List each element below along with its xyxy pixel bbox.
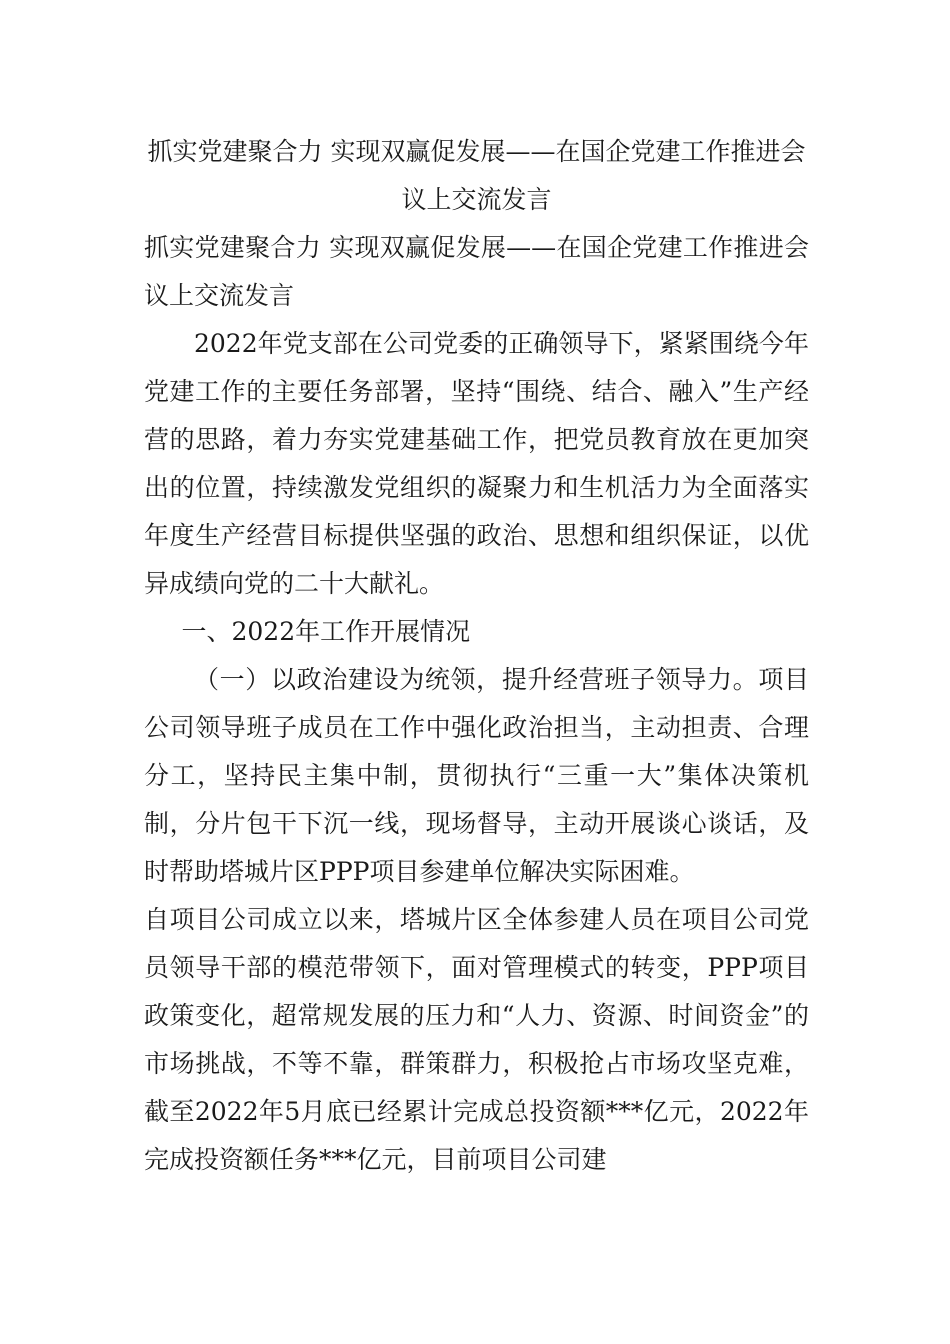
body-paragraph: （一）以政治建设为统领，提升经营班子领导力。项目公司领导班子成员在工作中强化政治担当，主动担责、合理分工，坚持民主集中制，贯彻执行“三重一大”集体决策机制，分片包干下沉一线，现场督导，主动开展谈心谈话，及时帮助塔城片区PPP项目参建单位解决实际困难。 — [144, 665, 809, 886]
document-title-repeat: 抓实党建聚合力 实现双赢促发展——在国企党建工作推进会议上交流发言 — [144, 233, 809, 310]
intro-paragraph: 2022年党支部在公司党委的正确领导下，紧紧围绕今年党建工作的主要任务部署，坚持“围绕、结合、融入”生产经营的思路，着力夯实党建基础工作，把党员教育放在更加突出的位置，持续激发党组织的凝聚力和生机活力为全面落实年度生产经营目标提供坚强的政治、思想和组织保证，以优异成绩向党的二十大献礼。 — [144, 329, 809, 598]
body-paragraph-continued: 自项目公司成立以来，塔城片区全体参建人员在项目公司党员领导干部的模范带领下，面对管理模式的转变，PPP项目政策变化，超常规发展的压力和“人力、资源、时间资金”的市场挑战，不等不靠，群策群力，积极抢占市场攻坚克难，截至2022年5月底已经累计完成总投资额***亿元，2022年完成投资额任务***亿元，目前项目公司建 — [144, 905, 809, 1174]
document-page — [144, 128, 809, 1184]
document-title: 抓实党建聚合力 实现双赢促发展——在国企党建工作推进会议上交流发言 — [147, 137, 806, 214]
section-heading: 一、2022年工作开展情况 — [181, 617, 471, 646]
